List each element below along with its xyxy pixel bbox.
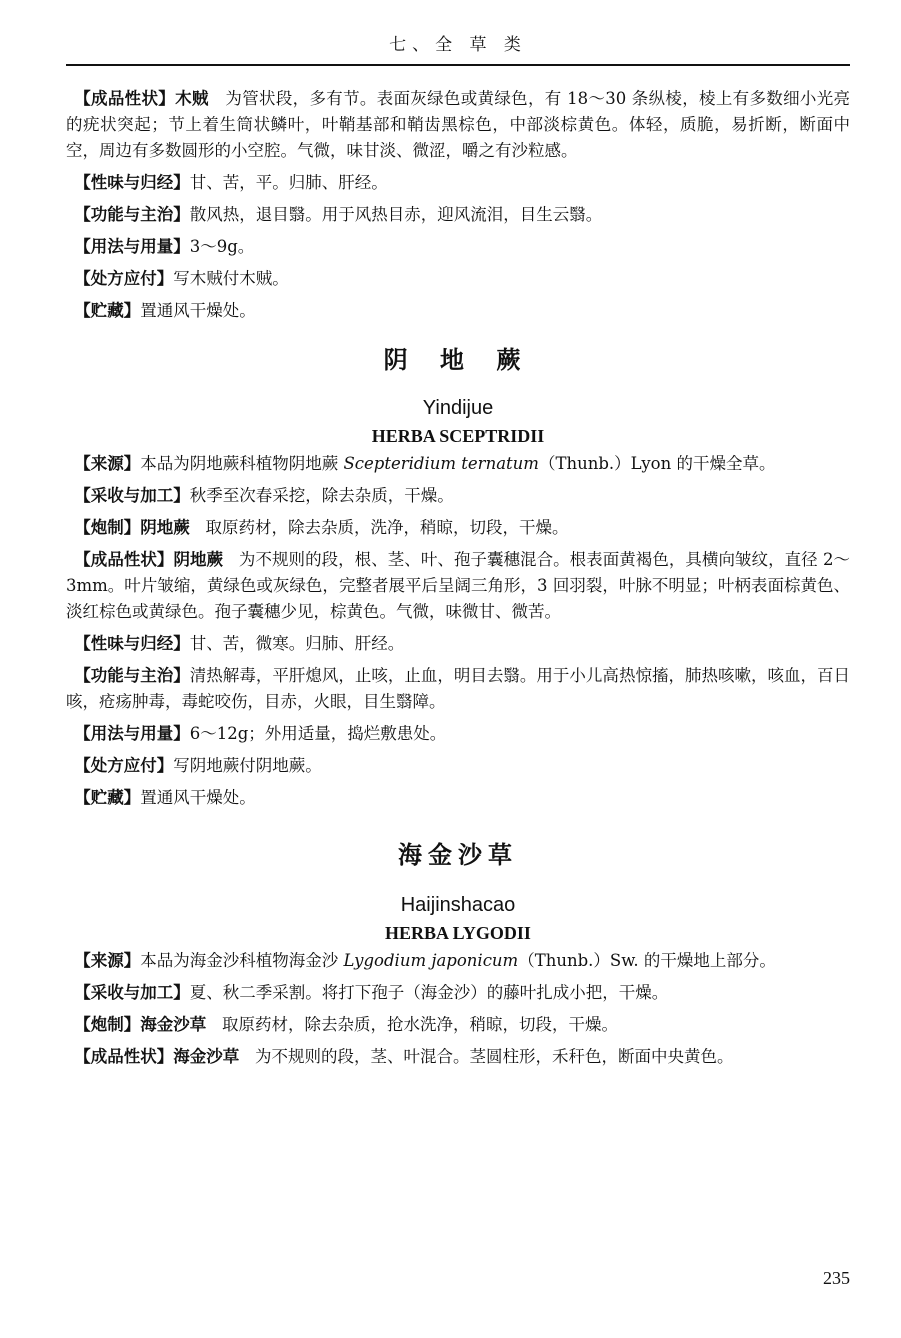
entry-label: 【贮藏】: [74, 301, 141, 320]
entry-label: 【性味与归经】: [74, 634, 190, 653]
entry-label: 【采收与加工】: [74, 486, 190, 505]
entry-text: 置通风干燥处。: [140, 301, 256, 320]
entry-text: 置通风干燥处。: [140, 788, 256, 807]
herb-name-inline: 木贼: [175, 89, 209, 108]
entry-text: 秋季至次春采挖，除去杂质，干燥。: [189, 486, 454, 505]
entry-label: 【处方应付】: [74, 756, 174, 775]
entry-text: 散风热，退目翳。用于风热目赤，迎风流泪，目生云翳。: [189, 205, 603, 224]
entry-text: 清热解毒，平肝熄风，止咳，止血，明目去翳。用于小儿高热惊搐，肺热咳嗽，咳血，百日咳，疮疡肿毒，毒蛇咬伤，目赤，火眼，目生翳障。: [66, 666, 851, 711]
entry-label: 【采收与加工】: [74, 983, 190, 1002]
entry-label: 【贮藏】: [74, 788, 141, 807]
herb-name-inline: 海金沙草: [140, 1015, 207, 1034]
herb-name-inline: 阴地蕨: [173, 550, 224, 569]
entry-function: [66, 202, 850, 228]
entry-function: [66, 663, 850, 715]
entry-harvest: [66, 980, 850, 1006]
entry-text: 写木贼付木贼。: [173, 269, 289, 288]
entry-label: 【来源】: [74, 951, 141, 970]
entry-dosage: [66, 721, 850, 747]
entry-source: [66, 948, 850, 974]
entry-text: 为管状段，多有节。表面灰绿色或黄绿色，有 18～30 条纵棱，棱上有多数细小光亮的疣状突起；节上着生筒状鳞叶，叶鞘基部和鞘齿黑棕色，中部淡棕黄色。体轻，质脆，易折断，断面中空，周边有多数圆形的小空腔。气微，味甘淡、微涩，嚼之有沙粒感。: [66, 89, 851, 160]
entry-label: 【炮制】: [74, 1015, 141, 1034]
entry-label: 【成品性状】: [74, 89, 176, 108]
page-number: 235: [823, 1268, 850, 1288]
entry-text: 为不规则的段，茎、叶混合。茎圆柱形，禾秆色，断面中央黄色。: [255, 1047, 734, 1066]
entry-text: （Thunb.）Lyon 的干燥全草。: [538, 454, 776, 473]
herb-pinyin: Yindijue: [422, 397, 494, 419]
entry-label: 【性味与归经】: [74, 173, 190, 192]
herb-name-inline: 阴地蕨: [140, 518, 190, 537]
page-content: [66, 86, 850, 1076]
entry-label: 【处方应付】: [74, 269, 174, 288]
entry-label: 【用法与用量】: [74, 724, 190, 743]
entry-prescription: [66, 753, 850, 779]
entry-processing: [66, 1012, 850, 1038]
herb-name-inline: 海金沙草: [173, 1047, 240, 1066]
herb-title: 阴 地 蕨: [383, 346, 533, 374]
entry-taste: [66, 170, 850, 196]
entry-taste: [66, 631, 850, 657]
entry-prescription: [66, 266, 850, 292]
header-rule: [66, 64, 850, 66]
entry-text: 夏、秋二季采割。将打下孢子（海金沙）的藤叶扎成小把，干燥。: [189, 983, 669, 1002]
entry-text: 本品为阴地蕨科植物阴地蕨: [140, 454, 344, 473]
entry-label: 【功能与主治】: [74, 666, 190, 685]
herb-pinyin: Haijinshacao: [400, 894, 516, 916]
entry-text: 甘、苦，微寒。归肺、肝经。: [189, 634, 405, 653]
entry-harvest: [66, 483, 850, 509]
entry-text: 本品为海金沙科植物海金沙: [140, 951, 344, 970]
entry-text: 为不规则的段，根、茎、叶、孢子囊穗混合。根表面黄褐色，具横向皱纹，直径 2～3mm。叶片皱缩，黄绿色或灰绿色，完整者展平后呈阔三角形，3 回羽裂，叶脉不明显；叶柄表面棕黄色、淡红棕色或黄绿色。孢子囊穗少见，棕黄色。气微，味微甘、微苦。: [66, 550, 850, 621]
entry-trait: [66, 86, 850, 164]
entry-dosage: [66, 234, 850, 260]
entry-trait: [66, 1044, 850, 1070]
species-name: Scepteridium ternatum: [343, 454, 539, 473]
entry-text: 取原药材，除去杂质，抢水洗净，稍晾，切段，干燥。: [222, 1015, 618, 1034]
entry-text: 6～12g；外用适量，捣烂敷患处。: [189, 724, 447, 743]
entry-processing: [66, 515, 850, 541]
entry-trait: [66, 547, 850, 625]
entry-label: 【功能与主治】: [74, 205, 190, 224]
entry-source: [66, 451, 850, 477]
entry-text: 写阴地蕨付阴地蕨。: [173, 756, 322, 775]
entry-text: 甘、苦，平。归肺、肝经。: [189, 173, 388, 192]
entry-label: 【用法与用量】: [74, 237, 190, 256]
running-header: 七、全 草 类: [389, 35, 527, 55]
entry-label: 【来源】: [74, 454, 141, 473]
entry-storage: [66, 298, 850, 324]
entry-storage: [66, 785, 850, 811]
herb-latin-name: HERBA LYGODII: [385, 923, 531, 943]
entry-text: （Thunb.）Sw. 的干燥地上部分。: [518, 951, 776, 970]
herb-title: 海金沙草: [398, 841, 518, 869]
entry-label: 【成品性状】: [74, 550, 174, 569]
entry-text: 3～9g。: [189, 237, 255, 256]
entry-text: 取原药材，除去杂质，洗净，稍晾，切段，干燥。: [205, 518, 569, 537]
entry-label: 【炮制】: [74, 518, 141, 537]
entry-label: 【成品性状】: [74, 1047, 174, 1066]
species-name: Lygodium japonicum: [343, 951, 519, 970]
herb-latin-name: HERBA SCEPTRIDII: [371, 426, 545, 446]
